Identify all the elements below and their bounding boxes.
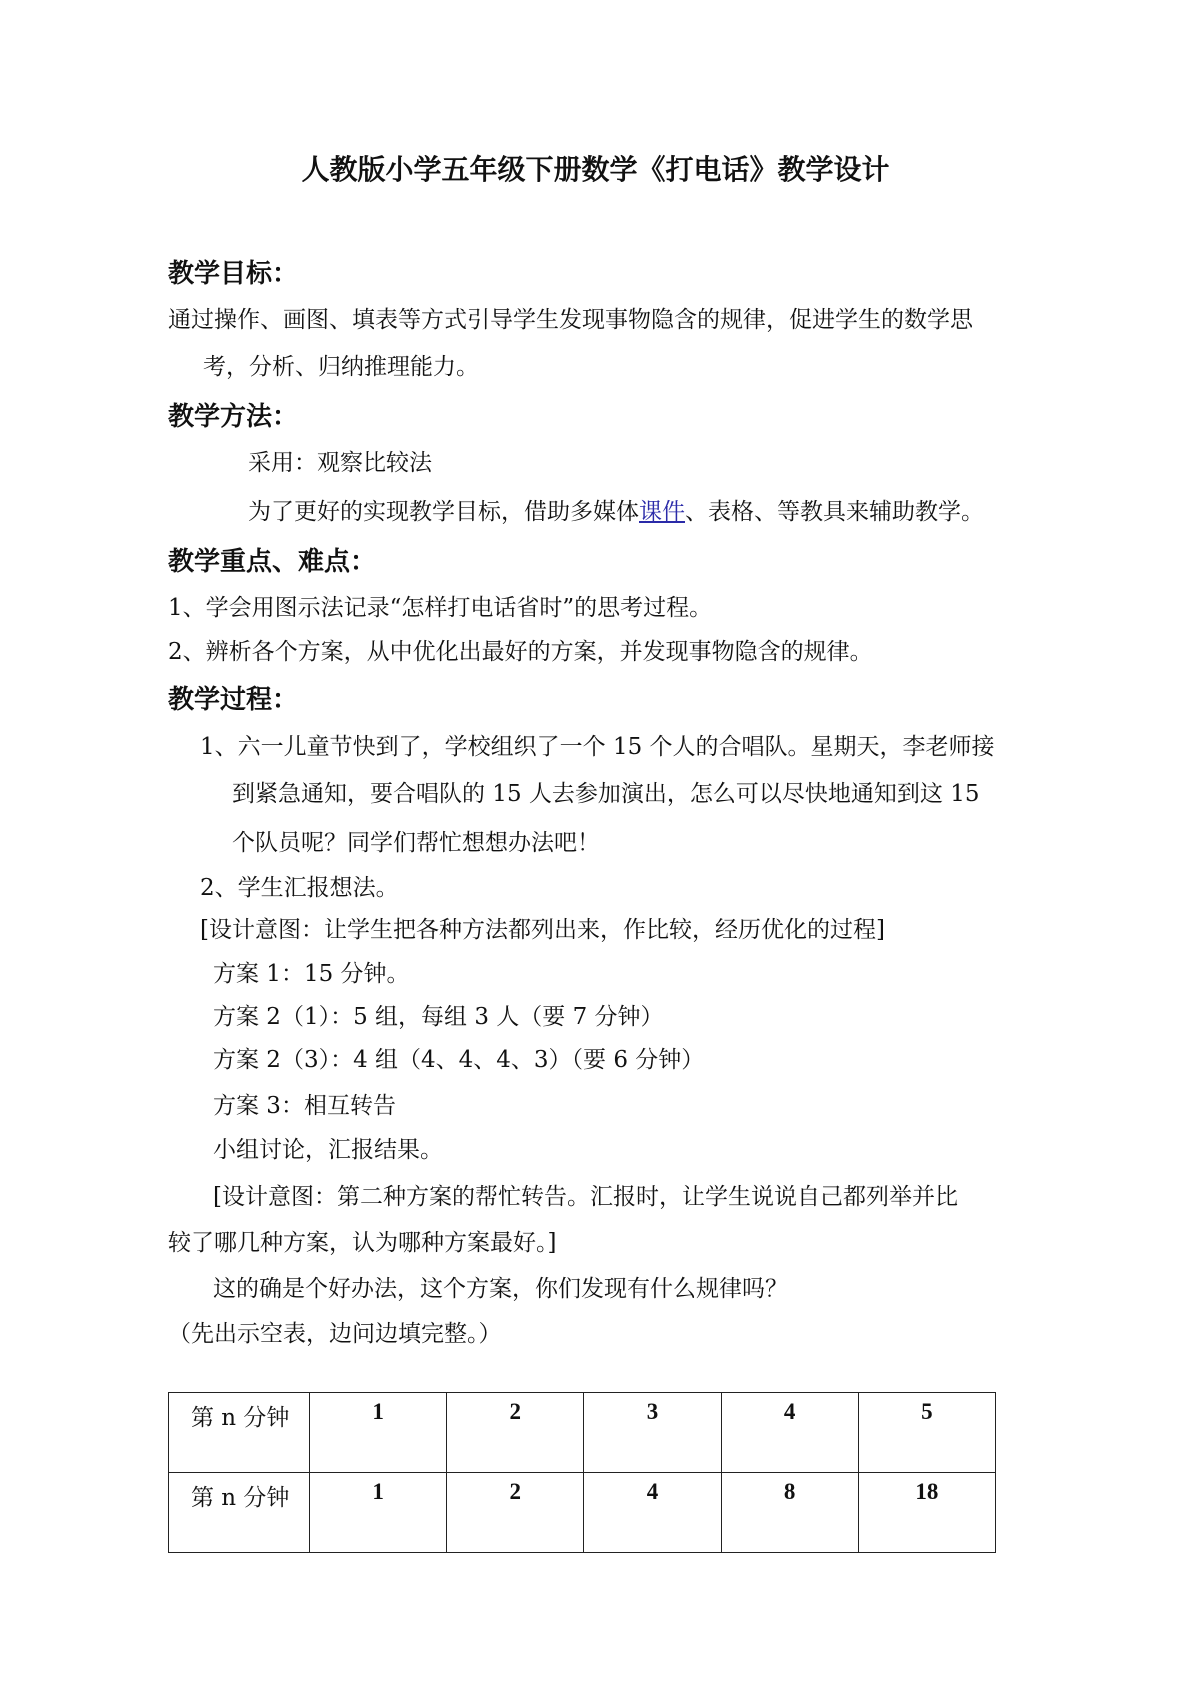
table-note: （先出示空表，边问边填完整。） [168,1321,502,1347]
pattern-question: 这的确是个好办法，这个方案，你们发现有什么规律吗？ [213,1276,788,1302]
design-intent-1: [设计意图：让学生把各种方法都列出来，作比较，经历优化的过程] [200,917,885,943]
methods-text-line2 [248,497,984,527]
goals-text-line2: 考，分析、归纳推理能力。 [203,354,479,380]
plan-3: 方案 3：相互转告 [213,1093,396,1119]
table-row [169,1473,996,1553]
keypoints-heading: 教学重点、难点： [168,547,377,577]
plan-2-3: 方案 2（3）：4 组（4、4、4、3）（要 6 分钟） [213,1047,705,1073]
design-intent-2-line1: [设计意图：第二种方案的帮忙转告。汇报时，让学生说说自己都列举并比 [213,1184,958,1210]
group-discussion: 小组讨论，汇报结果。 [213,1137,443,1163]
keypoint-2: 2、辨析各个方案，从中优化出最好的方案，并发现事物隐含的规律。 [168,639,873,665]
keypoint-1: 1、学会用图示法记录“怎样打电话省时”的思考过程。 [168,595,713,621]
table-row [169,1393,996,1473]
table-cell: 18 [858,1473,995,1553]
table-cell: 2 [447,1473,584,1553]
process-step1-line1: 1、六一儿童节快到了，学校组织了一个 15 个人的合唱队。星期天，李老师接 [200,734,995,760]
table-cell: 5 [858,1393,995,1473]
process-step2: 2、学生汇报想法。 [200,875,399,901]
process-heading: 教学过程： [168,685,299,715]
table-cell: 3 [584,1393,721,1473]
methods-text-line1: 采用：观察比较法 [248,450,432,476]
courseware-link[interactable]: 课件 [639,499,685,525]
plan-2-1: 方案 2（1）：5 组，每组 3 人（要 7 分钟） [213,1004,664,1030]
process-step1-line3: 个队员呢？同学们帮忙想想办法吧！ [232,830,600,856]
process-step1-line2: 到紧急通知，要合唱队的 15 人去参加演出，怎么可以尽快地通知到这 15 [232,781,980,807]
methods-text-pre: 为了更好的实现教学目标，借助多媒体 [248,499,639,525]
table-cell: 4 [721,1393,858,1473]
design-intent-2-line2: 较了哪几种方案，认为哪种方案最好。] [168,1230,557,1256]
table-cell: 4 [584,1473,721,1553]
row-header: 第 n 分钟 [169,1393,310,1473]
call-pattern-table [168,1392,996,1553]
goals-heading: 教学目标： [168,259,299,289]
row-header: 第 n 分钟 [169,1473,310,1553]
plan-1: 方案 1：15 分钟。 [213,961,410,987]
page-title: 人教版小学五年级下册数学《打电话》教学设计 [301,153,890,186]
goals-text-line1: 通过操作、画图、填表等方式引导学生发现事物隐含的规律，促进学生的数学思 [168,307,973,333]
table-cell: 2 [447,1393,584,1473]
methods-text-post: 、表格、等教具来辅助教学。 [685,499,984,525]
methods-heading: 教学方法： [168,402,299,432]
table-cell: 8 [721,1473,858,1553]
table-cell: 1 [310,1473,447,1553]
table-cell: 1 [310,1393,447,1473]
